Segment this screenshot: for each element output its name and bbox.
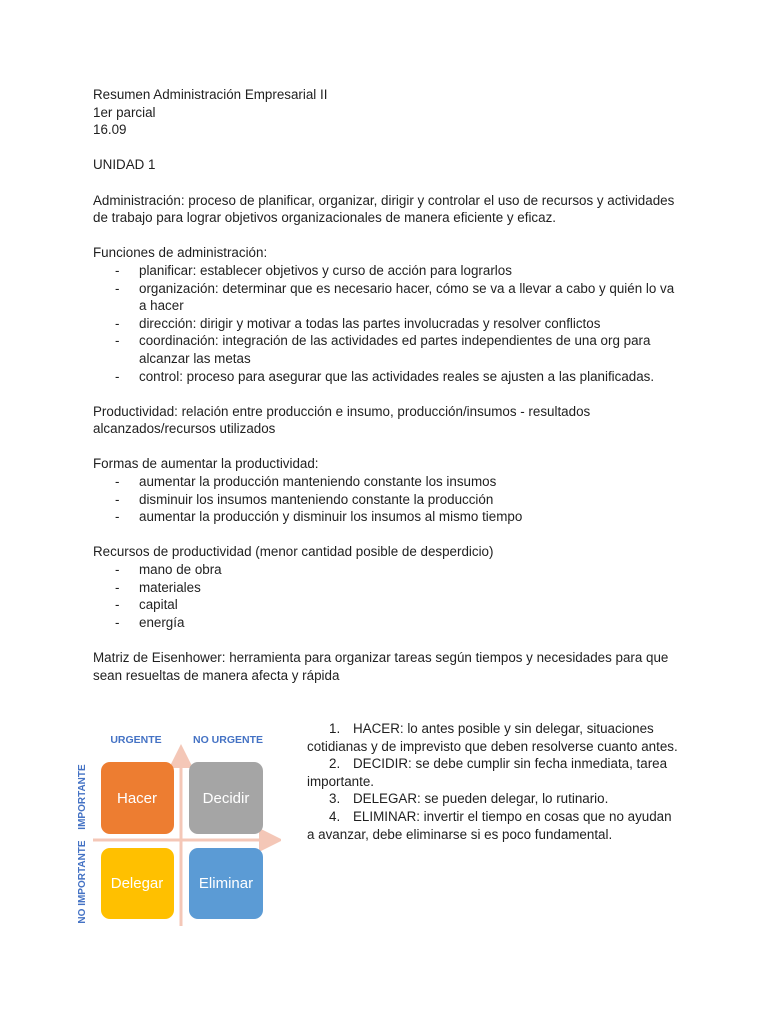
functions-heading: Funciones de administración: xyxy=(93,245,268,261)
list-item: - aumentar la producción manteniendo constante los insumos xyxy=(115,474,497,490)
list-item: - coordinación: integración de las actividades ed partes independientes de una org para alcanzar las metas xyxy=(115,333,651,366)
list-item: 2. DECIDIR: se debe cumplir sin fecha inmediata, tarea importante. xyxy=(307,756,668,789)
document-page xyxy=(77,86,683,924)
eisenhower-section xyxy=(77,720,683,960)
list-item: - energía xyxy=(115,614,185,630)
list-item: 3. DELEGAR: se pueden delegar, lo rutinario. xyxy=(329,791,609,807)
list-item: - mano de obra xyxy=(115,562,222,578)
row-header-important: IMPORTANTE xyxy=(77,764,88,830)
quadrant-decide-label: Decidir xyxy=(202,790,250,807)
resources-list xyxy=(93,561,683,631)
eisenhower-matrix xyxy=(71,730,281,950)
list-item: 4. ELIMINAR: invertir el tiempo en cosas que no ayudan a avanzar, debe eliminarse si es poco fundamental. xyxy=(307,808,672,842)
eisenhower-intro: Matriz de Eisenhower: herramienta para organizar tareas según tiempos y necesidades para que sean resueltas de manera afecta y rápida xyxy=(93,650,669,683)
functions-list xyxy=(93,262,683,385)
productivity-definition: Productividad: relación entre producción e insumo, producción/insumos - resultados alcanzados/recursos utilizados xyxy=(93,403,591,437)
list-item: - materiales xyxy=(115,579,201,595)
list-item: - capital xyxy=(115,597,178,613)
eisenhower-matrix-figure xyxy=(71,730,281,950)
increase-heading: Formas de aumentar la productividad: xyxy=(93,456,319,472)
document-title: Resumen Administración Empresarial II xyxy=(93,87,328,102)
list-item: - aumentar la producción y disminuir los insumos al mismo tiempo xyxy=(115,509,523,525)
list-item: - organización: determinar que es necesario hacer, cómo se va a llevar a cabo y quién lo va a hacer xyxy=(115,280,675,314)
eisenhower-steps-list xyxy=(307,720,679,843)
administration-definition: Administración: proceso de planificar, organizar, dirigir y controlar el uso de recursos y actividades de trabajo para lograr objetivos organizacionales de manera eficiente y eficaz. xyxy=(93,192,675,226)
quadrant-delegate-label: Delegar xyxy=(110,875,164,892)
column-header-not-urgent: NO URGENTE xyxy=(192,734,264,746)
column-header-urgent: URGENTE xyxy=(110,734,162,746)
list-item: - control: proceso para asegurar que las actividades reales se ajusten a las planificadas. xyxy=(115,368,655,384)
list-item: - dirección: dirigir y motivar a todas las partes involucradas y resolver conflictos xyxy=(115,315,601,331)
unit-heading: UNIDAD 1 xyxy=(93,157,156,173)
quadrant-eliminate-label: Eliminar xyxy=(198,875,254,892)
resources-heading: Recursos de productividad (menor cantidad posible de desperdicio) xyxy=(93,544,494,560)
increase-list xyxy=(93,473,683,526)
document-date: 16.09 xyxy=(93,122,127,138)
list-item: 1. HACER: lo antes posible y sin delegar, situaciones cotidianas y de imprevisto que deben resolverse cuanto antes. xyxy=(307,721,678,754)
row-header-not-important: NO IMPORTANTE xyxy=(77,840,88,924)
list-item: - disminuir los insumos manteniendo constante la producción xyxy=(115,491,494,507)
document-subtitle: 1er parcial xyxy=(93,104,156,120)
quadrant-do-label: Hacer xyxy=(116,790,158,807)
list-item: - planificar: establecer objetivos y curso de acción para lograrlos xyxy=(115,262,512,278)
